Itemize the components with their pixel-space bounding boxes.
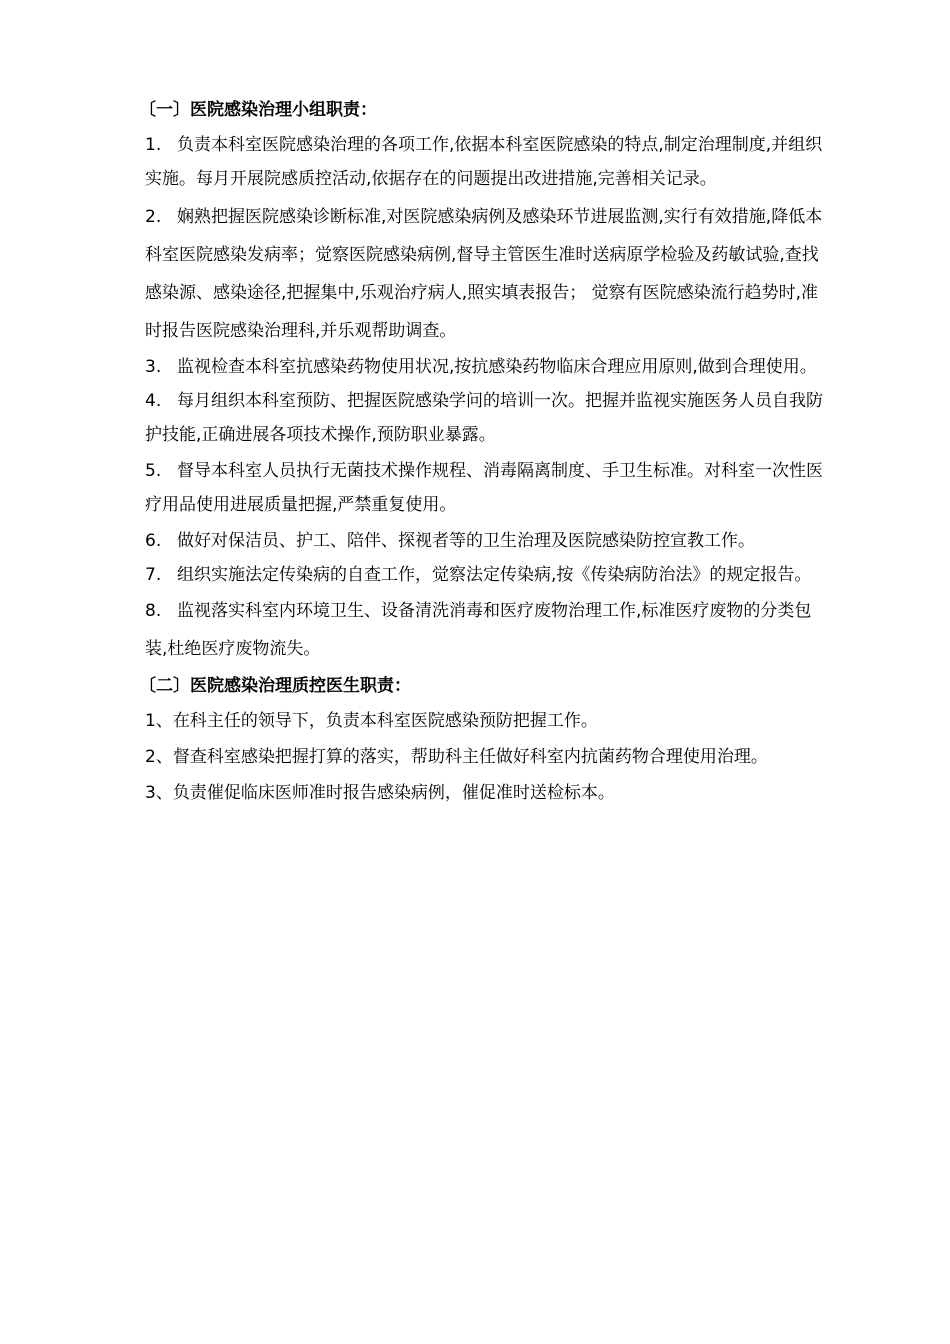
item-number: 4. <box>145 391 162 411</box>
section-1-item-1 <box>145 128 825 196</box>
section-1-item-8 <box>145 592 825 668</box>
item-text: 在科主任的领导下，负责本科室医院感染预防把握工作。 <box>172 711 598 731</box>
item-text: 督导本科室人员执行无菌技术操作规程、消毒隔离制度、手卫生标准。对科室一次性医疗用品使用进展质量把握,严禁重复使用。 <box>145 461 823 515</box>
item-text: 监视落实科室内环境卫生、设备清洗消毒和医疗废物治理工作,标准医疗废物的分类包装,杜绝医疗废物流失。 <box>145 601 812 659</box>
section-2-item-2 <box>145 740 825 774</box>
item-number: 1. <box>145 135 162 155</box>
item-text: 每月组织本科室预防、把握医院感染学问的培训一次。把握并监视实施医务人员自我防护技能,正确进展各项技术操作,预防职业暴露。 <box>145 391 823 445</box>
item-text: 负责催促临床医师准时报告感染病例，催促准时送检标本。 <box>172 783 615 803</box>
item-number: 1、 <box>145 711 173 731</box>
item-number: 3. <box>145 357 162 377</box>
item-number: 7. <box>145 565 162 585</box>
section-2-item-1 <box>145 704 825 738</box>
item-text: 做好对保洁员、护工、陪伴、探视者等的卫生治理及医院感染防控宣教工作。 <box>177 531 755 551</box>
document-body <box>139 96 825 812</box>
section-1-item-6 <box>145 524 825 558</box>
section-1-item-5 <box>145 454 825 522</box>
section-1-item-2 <box>145 198 825 350</box>
item-number: 8. <box>145 601 162 621</box>
item-text: 娴熟把握医院感染诊断标准,对医院感染病例及感染环节进展监测,实行有效措施,降低本科室医院感染发病率；觉察医院感染病例,督导主管医生准时送病原学检验及药敏试验,查找感染源、感染途径,把握集中,乐观治疗病人,照实填表报告； 觉察有医院感染流行趋势时,准时报告医院感染治理科,并乐观帮助调查。 <box>145 207 823 341</box>
section-1-title: 〔一〕医院感染治理小组职责： <box>139 100 377 120</box>
item-number: 2、 <box>145 747 173 767</box>
item-text: 负责本科室医院感染治理的各项工作,依据本科室医院感染的特点,制定治理制度,并组织实施。每月开展院感质控活动,依据存在的问题提出改进措施,完善相关记录。 <box>145 135 823 189</box>
section-1-item-7 <box>145 560 825 590</box>
section-1-item-3 <box>145 352 825 382</box>
item-number: 2. <box>145 207 162 227</box>
item-number: 6. <box>145 531 162 551</box>
item-text: 监视检查本科室抗感染药物使用状况,按抗感染药物临床合理应用原则,做到合理使用。 <box>177 357 817 377</box>
item-text: 督查科室感染把握打算的落实，帮助科主任做好科室内抗菌药物合理使用治理。 <box>172 747 768 767</box>
section-1-item-4 <box>145 384 825 452</box>
section-2-title: 〔二〕医院感染治理质控医生职责： <box>139 676 411 696</box>
item-number: 5. <box>145 461 162 481</box>
item-number: 3、 <box>145 783 173 803</box>
section-2-item-3 <box>145 776 825 810</box>
item-text: 组织实施法定传染病的自查工作，觉察法定传染病,按《传染病防治法》的规定报告。 <box>177 565 812 585</box>
